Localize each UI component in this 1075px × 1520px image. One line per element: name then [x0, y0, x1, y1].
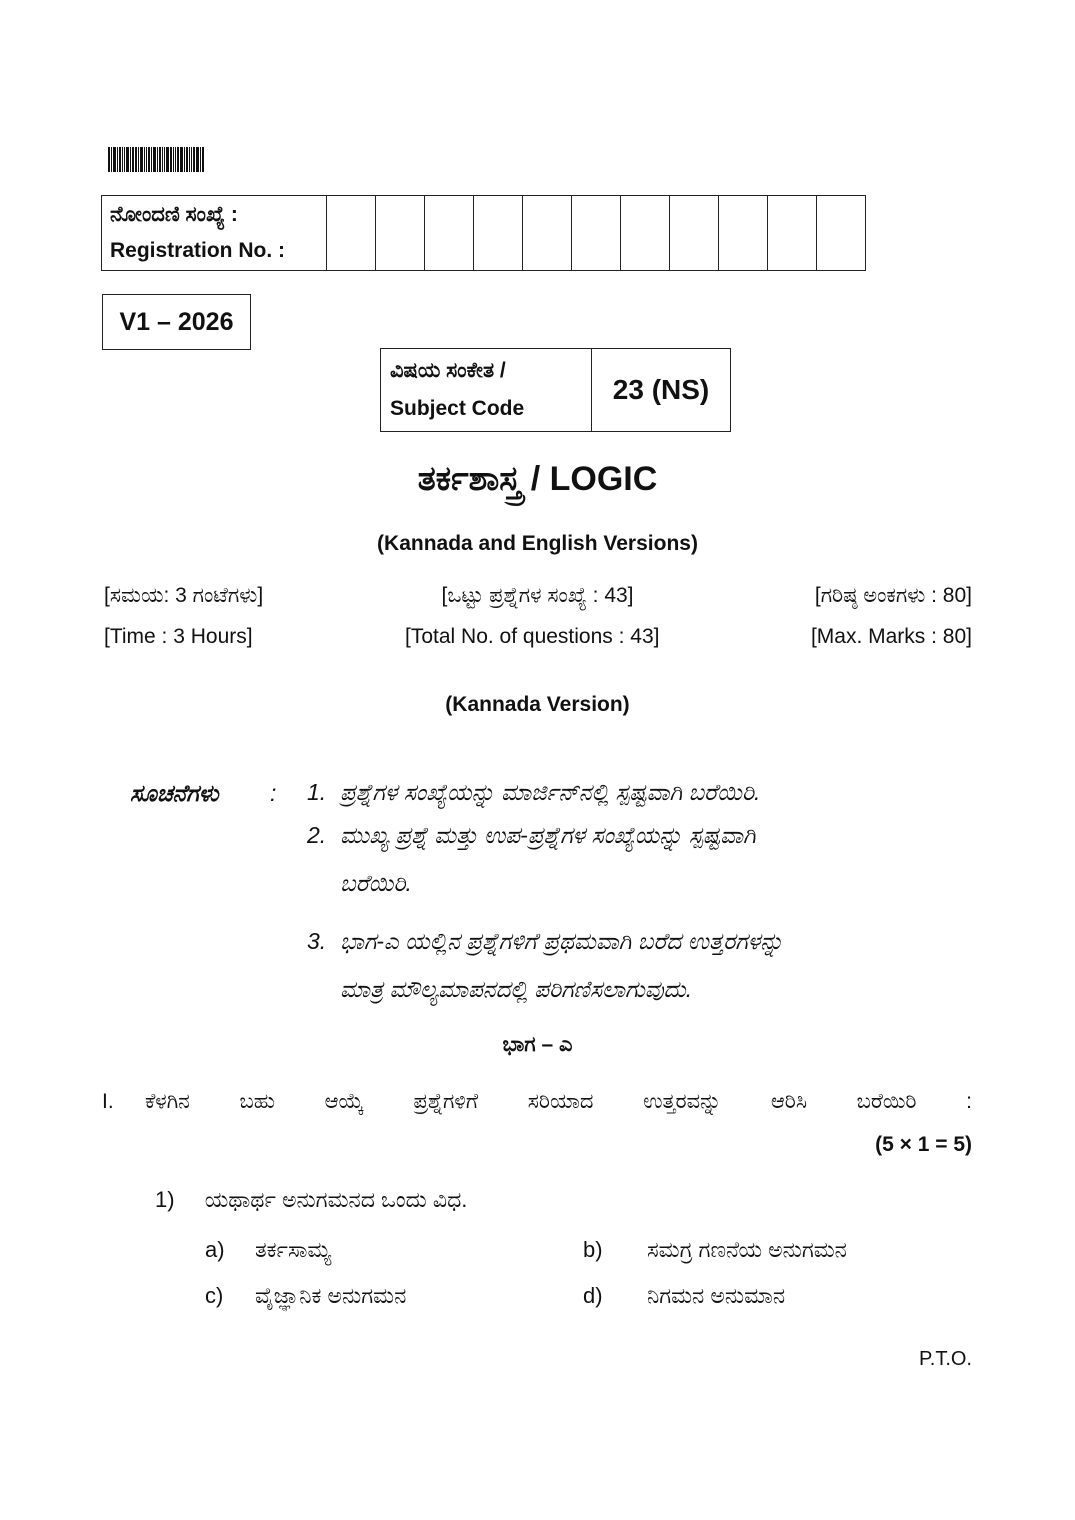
paper-title: ತರ್ಕಶಾಸ್ತ್ರ / LOGIC	[417, 460, 658, 498]
instruction-item	[307, 811, 972, 907]
registration-digit-box[interactable]	[327, 196, 376, 271]
option-text: ನಿಗಮನ ಅನುಮಾನ	[647, 1283, 786, 1308]
subject-code-label-english: Subject Code	[390, 397, 525, 420]
subject-code-value: 23 (NS)	[592, 349, 731, 432]
option-text: ವೈಜ್ಞಾನಿಕ ಅನುಗಮನ	[255, 1283, 407, 1308]
instruction-number: 3.	[307, 928, 327, 954]
registration-digit-box[interactable]	[719, 196, 768, 271]
please-turn-over: P.T.O.	[919, 1348, 972, 1370]
instruction-text: ಪ್ರಶ್ನೆಗಳ ಸಂಖ್ಯೆಯನ್ನು ಮಾರ್ಜಿನ್‌ನಲ್ಲಿ ಸ್ಪಷ್ಟವಾಗಿ ಬರೆಯಿರಿ.	[340, 779, 761, 805]
option-d	[583, 1283, 786, 1309]
instruction-item	[307, 768, 972, 816]
registration-digit-box[interactable]	[376, 196, 425, 271]
registration-digit-box[interactable]	[474, 196, 523, 271]
question-group-text: ಕೆಳಗಿನ ಬಹು ಆಯ್ಕೆ ಪ್ರಶ್ನೆಗಳಿಗೆ ಸರಿಯಾದ ಉತ್ತರವನ್ನು ಆರಿಸಿ ಬರೆಯಿರಿ :	[145, 1090, 972, 1113]
subject-code-label	[381, 349, 592, 432]
max-marks-english: [Max. Marks : 80]	[810, 625, 972, 648]
question-group-number: I.	[102, 1090, 114, 1113]
registration-table	[101, 195, 866, 271]
question-group-marks: (5 × 1 = 5)	[875, 1133, 972, 1156]
total-questions-english: [Total No. of questions : 43]	[405, 625, 660, 648]
version-heading: (Kannada Version)	[445, 693, 630, 716]
question-1	[155, 1187, 467, 1213]
registration-label-kannada: ನೋಂದಣಿ ಸಂಖ್ಯೆ :	[110, 203, 238, 226]
instructions-colon: :	[270, 780, 277, 806]
option-a	[205, 1237, 332, 1263]
instruction-item	[307, 917, 972, 1013]
registration-digit-box[interactable]	[572, 196, 621, 271]
registration-digit-box[interactable]	[425, 196, 474, 271]
instruction-text: ಮುಖ್ಯ ಪ್ರಶ್ನೆ ಮತ್ತು ಉಪ-ಪ್ರಶ್ನೆಗಳ ಸಂಖ್ಯೆಯನ್ನು ಸ್ಪಷ್ಟವಾಗಿ	[340, 822, 756, 848]
option-key: c)	[205, 1283, 224, 1308]
option-b	[583, 1237, 847, 1263]
registration-digit-box[interactable]	[621, 196, 670, 271]
section-heading: ಭಾಗ – ಎ	[502, 1033, 573, 1056]
registration-digit-box[interactable]	[768, 196, 817, 271]
instruction-number: 2.	[307, 822, 327, 848]
total-questions-kannada: [ಒಟ್ಟು ಪ್ರಶ್ನೆಗಳ ಸಂಖ್ಯೆ : 43]	[441, 584, 634, 607]
option-key: d)	[583, 1283, 603, 1308]
registration-label-english: Registration No. :	[110, 239, 286, 262]
registration-digit-box[interactable]	[523, 196, 572, 271]
registration-digit-box[interactable]	[817, 196, 866, 271]
question-text: ಯಥಾರ್ಥ ಅನುಗಮನದ ಒಂದು ವಿಧ.	[204, 1187, 468, 1212]
subject-code-table	[380, 348, 731, 432]
paper-subtitle: (Kannada and English Versions)	[377, 532, 698, 555]
option-c	[205, 1283, 407, 1309]
question-number: 1)	[155, 1187, 175, 1212]
option-text: ಸಮಗ್ರ ಗಣನೆಯ ಅನುಗಮನ	[647, 1237, 847, 1262]
instruction-number: 1.	[307, 779, 327, 805]
option-key: a)	[205, 1237, 225, 1262]
time-english: [Time : 3 Hours]	[104, 625, 253, 648]
instruction-text-continued: ಬರೆಯಿರಿ.	[340, 870, 412, 896]
version-code-box: V1 – 2026	[102, 294, 251, 350]
registration-label	[102, 196, 327, 271]
subject-code-label-kannada: ವಿಷಯ ಸಂಕೇತ /	[390, 359, 506, 382]
time-kannada: [ಸಮಯ: 3 ಗಂಟೆಗಳು]	[104, 584, 264, 607]
option-key: b)	[583, 1237, 603, 1262]
barcode	[108, 147, 205, 172]
registration-digit-box[interactable]	[670, 196, 719, 271]
max-marks-kannada: [ಗರಿಷ್ಠ ಅಂಕಗಳು : 80]	[814, 584, 972, 607]
instruction-text-continued: ಮಾತ್ರ ಮೌಲ್ಯಮಾಪನದಲ್ಲಿ ಪರಿಗಣಿಸಲಾಗುವುದು.	[340, 976, 693, 1002]
instruction-text: ಭಾಗ-ಎ ಯಲ್ಲಿನ ಪ್ರಶ್ನೆಗಳಿಗೆ ಪ್ರಥಮವಾಗಿ ಬರೆದ ಉತ್ತರಗಳನ್ನು	[340, 928, 784, 954]
instructions-heading: ಸೂಚನೆಗಳು	[130, 780, 219, 806]
option-text: ತರ್ಕಸಾಮ್ಯ	[255, 1237, 332, 1262]
